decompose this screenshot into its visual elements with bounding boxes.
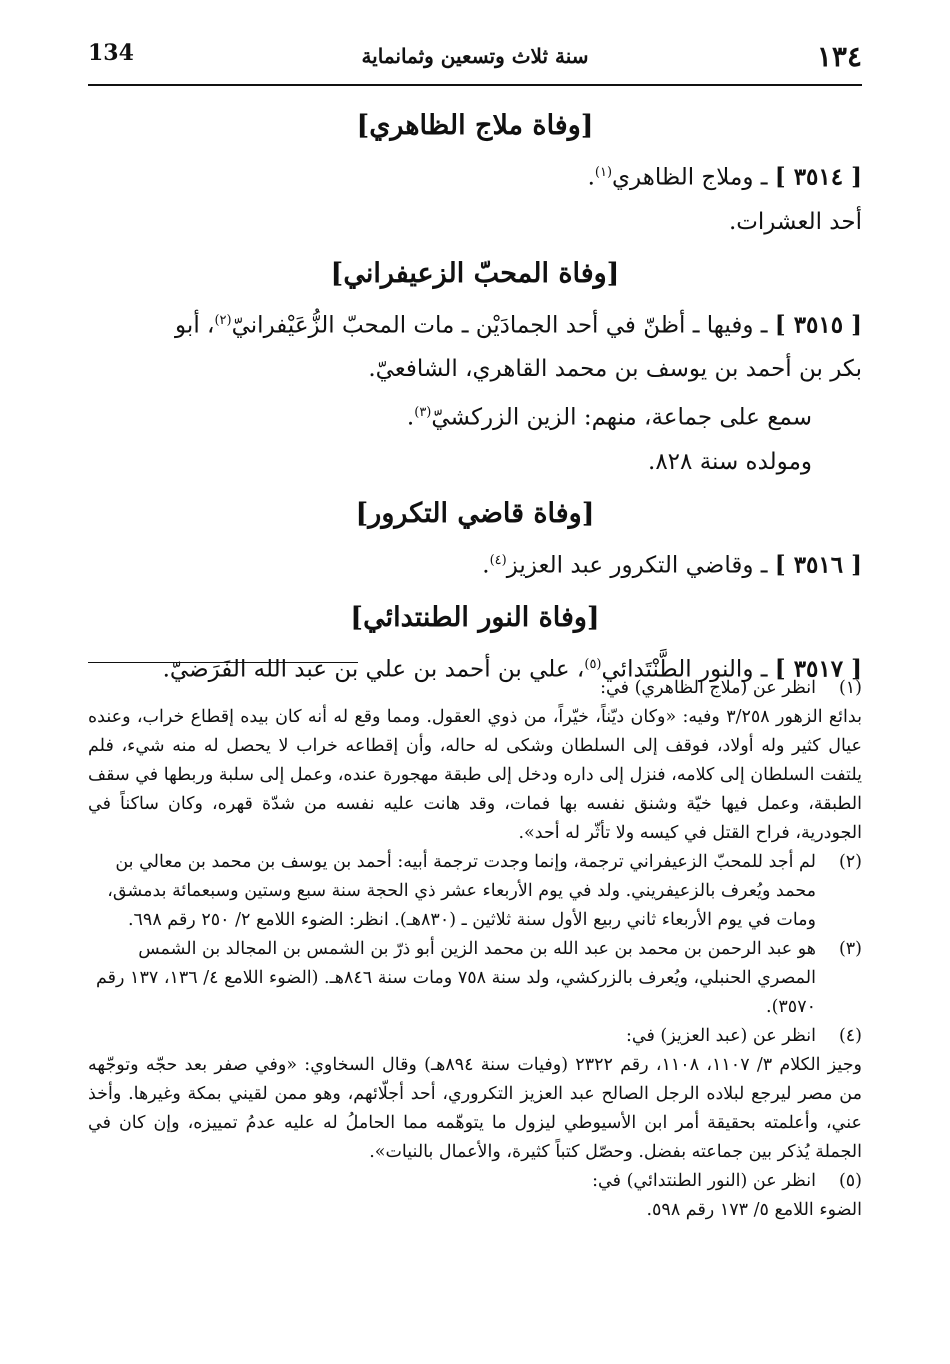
entry-text-end: ، أبو <box>175 312 215 339</box>
footnote-text-cont: وجيز الكلام ٣/ ١١٠٧، ١١٠٨، رقم ٢٣٢٢ (وفيات سنة ٨٩٤هـ) وقال السخاوي: «وفي صفر بعد حجّه وتوجّهه من مصر ليرجع لبلاده الرجل الصالح عبد العزيز التكروري، أحد أجلّائهم، وهو ممن لقيني بمكة وغيرها. وأخذ عني، وأعلمته بحقيقة أمر ابن الأسيوطي ليزول ما يتوهّمه مما الحاملُ له عليه عدمُ تمييزه، وإن كان في الجملة يُذكر بين جماعته بفضل. وحصّل كتباً كثيرة، والأعمال بالنيات». <box>88 1055 862 1162</box>
running-title: سنة ثلاث وتسعين وثمانماية <box>361 44 589 68</box>
footnote-text: هو عبد الرحمن بن محمد بن عبد الله بن محمد الزين أبو ذرّ بن الشمس بن المجالد بن الشمس المصري الحنبلي، ويُعرف بالزركشي، ولد سنة ٧٥٨ ومات سنة ٨٤٦هـ. (الضوء اللامع ٤/ ١٣٦، ١٣٧ رقم ٣٥٧٠). <box>96 939 816 1017</box>
footnote-5 <box>88 1167 862 1225</box>
footnote-text-cont: بدائع الزهور ٣/٢٥٨ وفيه: «وكان ديّناً، خيّراً، من ذوي العقول. ومما وقع له أنه كان بيده إقطاع خراب، وعنده عيال كثير وله أولاد، فوقف إلى السلطان وشكى له حاله، وأن إقطاعه خراب لا يحصل له منه شيء، فلم يلتفت السلطان إلى كلامه، فنزل إلى داره ودخل إلى طبقة مهجورة عنده، وعمل إلى سلبة وربطها في سقف الطبقة، وعمل فيها خيّة وشنق نفسه بها فمات، وقد هانت عليه نفسه من شدّة قهره، وكان ساكناً في الجودرية، فراح القتل في كيسه ولا تأثّر له أحد». <box>88 707 862 843</box>
footnote-number: (٥) <box>838 1171 862 1191</box>
footnote-ref[interactable]: (١) <box>594 165 613 180</box>
footnote-ref[interactable]: (٣) <box>414 405 432 421</box>
footnote-rule <box>88 662 358 663</box>
entry-line: ومولده سنة ٨٢٨. <box>648 448 812 475</box>
footnote-4 <box>88 1022 862 1167</box>
entry-text: ـ وفيها ـ أظنّ في أحد الجمادَيْن ـ مات المحبّ الزُّعَيْفرانيّ <box>231 312 768 339</box>
entry-text-end: . <box>482 552 490 579</box>
entry-number: [ ٣٥١٦ ] <box>774 551 862 579</box>
entry-extra: أحد العشرات. <box>728 208 862 235</box>
entry-text: ـ وملاج الظاهري <box>612 164 768 191</box>
footnote-ref[interactable]: (٥) <box>584 656 602 672</box>
footnote-number: (٢) <box>838 852 862 872</box>
footnote-number: (٤) <box>838 1026 862 1046</box>
footnote-ref[interactable]: (٢) <box>214 312 232 328</box>
footnote-number: (١) <box>838 678 862 698</box>
footnote-2 <box>88 848 862 935</box>
section-heading: [وفاة ملاج الظاهري] <box>356 110 594 141</box>
entry-line <box>88 391 862 440</box>
entry-text: سمع على جماعة، منهم: الزين الزركشيّ <box>431 404 812 431</box>
entry-3516 <box>88 539 862 588</box>
section-heading: [وفاة المحبّ الزعيفراني] <box>330 257 620 289</box>
header-rule <box>88 84 862 86</box>
page-header <box>88 40 862 84</box>
page-number-latin: 134 <box>88 40 134 66</box>
footnote-text: انظر عن (عبد العزيز) في: <box>626 1026 816 1046</box>
entry-text-end: . <box>406 404 415 431</box>
entry-text-end: . <box>587 164 595 191</box>
entry-number: [ ٣٥١٥ ] <box>774 311 862 339</box>
footnote-text-cont: الضوء اللامع ٥/ ١٧٣ رقم ٥٩٨. <box>646 1200 862 1220</box>
footnote-1 <box>88 674 862 848</box>
section-heading: [وفاة النور الطنتدائي] <box>350 601 600 633</box>
footnote-text: انظر عن (النور الطنتدائي) في: <box>592 1171 816 1191</box>
entry-text: ـ والنور الطَّنْتَدائي <box>601 656 768 683</box>
entry-text: ـ وقاضي التكرور عبد العزيز <box>506 552 768 579</box>
section-heading: [وفاة قاضي التكرور] <box>355 497 595 529</box>
footnote-number: (٣) <box>838 939 862 959</box>
entry-continuation: بكر بن أحمد بن يوسف بن محمد القاهري، الشافعيّ. <box>368 356 862 383</box>
entry-number: [ ٣٥١٤ ] <box>774 163 862 191</box>
entry-3515 <box>88 299 862 348</box>
footnotes <box>88 674 862 1225</box>
footnote-text: انظر عن (ملاج الظاهري) في: <box>600 678 816 698</box>
entry-text-end: ، علي بن أحمد بن علي بن عبد الله الفَرَضيّ. <box>162 656 585 683</box>
main-text <box>88 96 862 691</box>
footnote-ref[interactable]: (٤) <box>489 552 507 568</box>
footnote-text: لم أجد للمحبّ الزعيفراني ترجمة، وإنما وجدت ترجمة أبيه: أحمد بن يوسف بن محمد بن معالي بن محمد ويُعرف بالزعيفريني. ولد في يوم الأربعاء عشر ذي الحجة سنة سبع وستين وسبعمائة بدمشق، ومات في يوم الأربعاء ثاني ربيع الأول سنة ثلاثين ـ (٨٣٠هـ). انظر: الضوء اللامع ٢/ ٢٥٠ رقم ٦٩٨. <box>107 852 816 930</box>
entry-number: [ ٣٥١٧ ] <box>774 655 862 683</box>
entry-3514 <box>88 151 862 200</box>
footnote-3 <box>88 935 862 1022</box>
page-number-arabic: ١٣٤ <box>816 40 862 73</box>
